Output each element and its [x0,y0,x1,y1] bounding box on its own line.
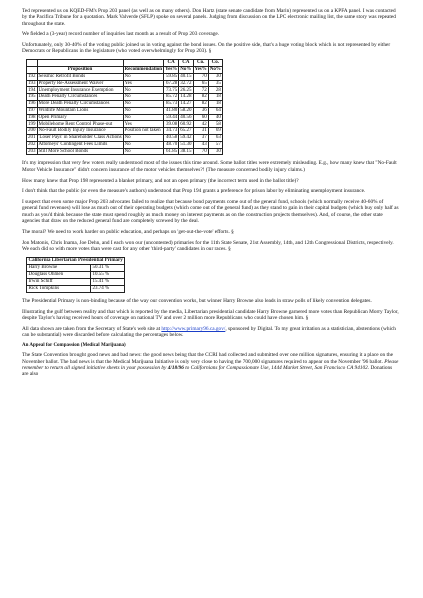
paragraph-misleading-titles: It's my impression that very few voters really understood most of the issues this time around. Some ballot titles were extremely misleading. E.g., how many knew that "No-Fault Motor Vehicle Insurance" didn't concern insurance of the motor vehicles themselves?! (The measure concerned bodily injury claims.) [22,160,397,173]
table-row [27,278,125,285]
table-cell: Mobilehome Rent Control Phase-out [37,121,123,128]
table-cell: 58.20 [180,108,192,114]
table-cell: 41.80 [164,107,179,114]
table-cell: 65 [193,80,208,87]
table-cell: 40.15 [180,74,192,80]
table-cell: 193 [28,80,36,86]
table-cell: 59.85 [164,73,179,80]
table-cell: 202 [28,142,36,148]
table-header-cell: No% [180,67,192,73]
table-cell: 70 [193,148,208,155]
table-cell: 67.28 [164,80,179,87]
table-cell: Yes [123,121,164,128]
table-row [27,114,223,121]
table-cell: 50.31 % [90,264,124,271]
paragraph-kqed-panel: Ted represented us on KQED-FM's Prop 203 panel (as well as on many others). Don Hartz (state senate candidate from Marin) represented us on a KPFA panel. I was contacted by the Pacifica Tribune for a quotation. Mark Valverde (SFLP) spoke on several panels. Judging from discussion on the LPC electronic mailing list, the same story was repeated throughout the state. [22,8,396,27]
table-cell: Rick Tompkins [27,286,91,293]
table-row [27,128,223,135]
table-cell: No [123,141,164,148]
table-cell: 32.72 [180,80,192,86]
table-cell: Property Re-Assessment Waiver [37,80,123,87]
table-row [27,271,125,278]
table-cell: 203 [28,148,36,154]
table-cell: No [123,94,164,101]
table-header-cell: Yes% [165,67,178,73]
table-header-row-top [27,60,223,67]
table-header-cell: Recommendation [124,67,163,73]
table-cell: 18 [208,101,222,108]
table-cell: No [123,73,164,80]
secretary-of-state-link[interactable]: http://www.primary96.ca.gov/ [161,326,226,333]
convention-donations: Donations are also [22,365,393,378]
table-cell: 30 [208,73,222,80]
convention-address: to Californians for Compassionate Use, 1444 Market Street, San Francisco CA 94102. [183,365,370,372]
table-header-cell [123,60,164,67]
paragraph-record-inquiries: We fielded a (3-year) record number of inquiries last month as a result of Prop 203 coverage. [22,31,220,38]
table-header-cell: No% [209,67,221,73]
table-header-cell [37,60,123,67]
table-cell: 72 [193,87,208,94]
convention-text: The State Convention brought good news and bad news: the good news being that the CCRI had collected and submitted over one million signatures, ensuring it a place on the November ballot. The bad news is that the Medical Marijuana Initiative is only very close to having the 700,000 signatures required to appear on the November '96 ballot. [22,352,393,365]
table-cell: 57 [208,141,222,148]
table-cell: 38.15 [180,148,192,154]
table-cell: 192 [28,74,36,80]
presidential-primary-table [26,257,125,293]
table-cell: 194 [28,87,36,93]
data-source-text: All data shown are taken from the Secretary of State's web site at [22,326,162,333]
table-cell: 34.73 [164,128,179,135]
table-cell: 40.58 [164,135,179,142]
table-cell: 59.44 [164,114,179,121]
table-cell: 70 [193,73,208,80]
table-row [27,73,223,80]
table-cell: 14.27 [180,101,192,107]
table-cell: 42 [193,121,208,128]
table-row [27,80,223,87]
table-cell: 73.75 [164,87,179,94]
table-cell: 31 [193,128,208,135]
table-cell: Position not taken [123,128,164,135]
table-cell: 39.08 [164,121,179,128]
table-title: California Libertarian Presidential Primary [28,258,123,264]
table-cell: 65.27 [180,128,192,134]
table-cell: No-Fault Bodily Injury Insurance [37,128,123,135]
table-cell: 82 [193,101,208,108]
paragraph-voting-block: Unfortunately, only 30-40% of the voting public joined us in voting against the bond issues. On the positive side, that's a huge voting block which is not represented by either Democrats or Republicans in the legislature (who voted overwhelmingly for Prop 203). § [22,42,391,55]
convention-appeal: Please remember to return all signed initiative sheets in your possession by [22,358,399,372]
table-cell: No [123,114,164,121]
table-cell: 69 [208,128,222,135]
table-row [27,107,223,114]
paragraph-primaries-won: Jon Matonis, Chris Inama, Joe Dehn, and I each won our (uncontested) primaries for the 11th State Senate, 21st Assembly, 14th, and 12th Congressional Districts, respectively. We each did so with more votes than were cast for any other 'third-party' candidates in our races. § [22,239,394,252]
table-header-row [27,257,125,264]
table-cell: 201 [28,135,36,141]
table-row [27,94,223,101]
table-cell: 14.28 [180,94,192,100]
table-cell: 59.42 [180,135,192,141]
table-cell: No [123,87,164,94]
table-cell: Attorneys' Contingent Fees Limits [37,141,123,148]
table-header-cell [27,67,38,74]
table-row [27,141,223,148]
table-cell: 197 [28,108,36,114]
paragraph-media-gulf: Illustrating the gulf between reality and that which is reported by the media, Libertarian presidential candidate Harry Browne garnered more votes than Republican Morry Taylor, despite Taylor's having received hours of coverage on national TV and over 2 million more Republicans who could have chosen him. § [22,308,399,322]
table-row [27,101,223,108]
table-cell: 82 [193,94,208,101]
table-cell: 60.92 [180,121,192,127]
table-cell: 43 [193,141,208,148]
table-cell: Seismic Retrofit Bonds [37,73,123,80]
table-cell: 15.41 % [90,278,124,285]
table-cell: 'Loser Pays' in Shareholder Class Actions [38,135,122,141]
data-source-text-cont: , sponsored by Digital. To my great irritation as a statistician, abstentions (which can be substantial) were discarded before calculating the percentages below. [22,326,396,339]
table-cell: 48.70 [164,141,179,148]
table-cell: 40.56 [180,114,192,120]
table-header-cell: CA [179,60,193,67]
table-header-cell: Co. [193,60,208,67]
table-cell: 40 [208,114,222,121]
table-row [27,264,125,271]
table-cell: No [123,148,164,155]
table-cell: 18 [208,94,222,101]
paragraph-prop-194: I don't think that the public (or even the measure's authors) understood that Prop 194 grants a preference for prison labor by eliminating unemployment insurance. [22,188,366,195]
table-cell: 37 [193,135,208,142]
table-cell: Death Penalty Circumstances [37,94,123,101]
table-header-cell: Co. [208,60,222,67]
table-cell: 85.72 [164,94,179,101]
table-cell: Wildlife Mountain Lions [37,107,123,114]
table-cell: More Death Penalty Circumstances [37,101,123,108]
table-cell: 198 [28,114,36,120]
section-heading: An Appeal for Compassion (Medical Marijuana) [22,343,126,349]
table-cell: Yes [123,80,164,87]
paragraph-moral: The moral? We need to work harder on public education, and perhaps on 'get-out-the-vote' efforts. § [22,228,234,235]
table-cell: 200 [28,128,36,134]
table-cell: Open Primary [37,114,123,121]
table-cell: Harry Browne [27,264,91,271]
table-cell: 60 [193,114,208,121]
table-cell: 196 [28,101,36,107]
table-header-row [27,67,223,74]
paragraph-data-source [22,326,400,339]
table-cell: Douglass Ohmen [27,271,91,278]
table-cell: 61.85 [164,148,179,155]
table-cell: 64 [208,107,222,114]
table-cell: 195 [28,94,36,100]
convention-deadline: 4/18/96 [167,365,184,372]
table-cell: 85.73 [164,101,179,108]
table-header-cell: CA [164,60,179,67]
table-cell: 36 [193,107,208,114]
table-cell: Still More School Bonds [37,148,123,155]
table-row [27,148,223,155]
proposition-results-table [26,59,223,155]
table-cell: 51.30 [180,142,192,148]
table-cell: Unemployment Insurance Exemption [37,87,123,94]
table-cell: 63 [208,135,222,142]
table-cell: No [123,135,164,142]
table-cell: No [123,101,164,108]
table-cell: 199 [28,121,36,127]
paragraph-bond-payments: I suspect that even some major Prop 203 advocates failed to realize that because bond payments come out of the general fund, schools (which normally receive 40-60% of general fund revenues) will lose as much out of their operating budgets (which come out of the general fund) as they stand to gain in their capital budgets (which buy only half as much as you'd think because the state must spend roughly as much money on interest payments as on the construction projects themselves). And, of course, the other state agencies that draw on the reduced general fund are completely screwed by the deal. [22,199,399,225]
table-header-cell [27,60,38,67]
table-row [27,87,223,94]
paragraph-presidential-primary: The Presidential Primary is non-binding because of the way our convention works, but winner Harry Browne also leads in straw polls of likely convention delegates. [22,298,372,305]
table-row [27,286,125,293]
table-cell: 23.74 % [90,286,124,293]
table-row [27,135,223,142]
presidential-table-body [27,264,125,292]
table-cell: 28 [208,87,222,94]
table-header-cell: Proposition [37,67,123,74]
table-header-cell: Yes% [194,67,207,73]
paragraph-prop-198: How many knew that Prop 198 represented a blanket primary, and not an open primary (the incorrect term used in the ballot title)? [22,177,299,184]
table-cell: 26.25 [180,87,192,93]
table-cell: 58 [208,121,222,128]
table-cell: Irwin Schiff [27,278,91,285]
table-cell: 10.55 % [90,271,124,278]
table-cell: 35 [208,80,222,87]
table-row [27,121,223,128]
table-cell: 30 [208,148,222,155]
paragraph-state-convention [22,352,400,377]
table-cell: No [123,107,164,114]
proposition-table-body [27,73,223,155]
